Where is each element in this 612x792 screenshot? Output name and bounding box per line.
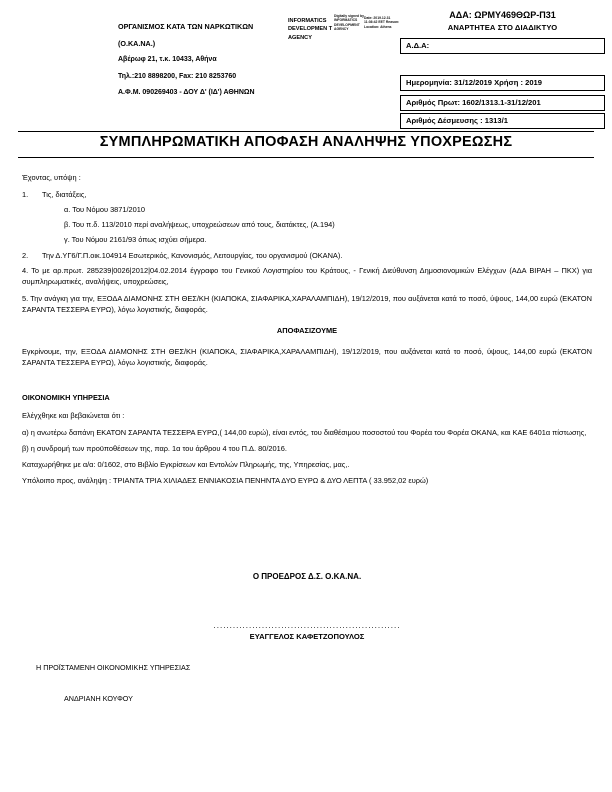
- clause-5: 5. Την ανάγκη για την, ΕΞΟΔΑ ΔΙΑΜΟΝΗΣ ΣΤΗ ΘΕΣ/ΚΗ (ΚΙΑΠΟΚΑ, ΣΙΑΦΑΡΙΚΑ,ΧΑΡΑΛΑΜΠΙΔΗ), 19/12/2019, που αυξάνεται κατά το ποσό, ύψους, 144,00 ευρώ (ΕΚΑΤΟΝ ΣΑΡΑΝΤΑ ΤΕΣΣΕΡΑ ΕΥΡΩ), λόγω λογιστικής, διαφοράς.: [22, 293, 592, 314]
- org-line-2: (Ο.ΚΑ.ΝΑ.): [118, 38, 156, 48]
- financial-clause-b: β) η συνδρομή των προϋποθέσεων της, παρ. 1α του άρθρου 4 του Π.Δ. 80/2016.: [22, 443, 287, 453]
- title-rule-bottom: [18, 157, 594, 158]
- financial-clause-a: α) η ανωτέρω δαπάνη ΕΚΑΤΟΝ ΣΑΡΑΝΤΑ ΤΕΣΣΕΡΑ ΕΥΡΩ,( 144,00 ευρώ), είναι εντός, του διαθέσιμου ποσοστού του Φορέα του Φορέα ΟΚΑΝΑ, και ΚΑΕ 6401α πίστωσης,: [22, 427, 587, 437]
- clause-2-text: Την Δ.ΥΓ6/Γ.Π.οικ.104914 Εσωτερικός, Κανονισμός, Λειτουργίας, του οργανισμού (ΟΚΑΝΑ).: [42, 250, 343, 260]
- clause-2: [22, 250, 592, 261]
- financial-officer-name: ΑΝΔΡΙΑΝΗ ΚΟΥΦΟΥ: [64, 694, 133, 703]
- clause-1-text: Τις, διατάξεις,: [42, 190, 87, 200]
- financial-remaining-balance: Υπόλοιπο προς, ανάληψη : ΤΡΙΑΝΤΑ ΤΡΙΑ ΧΙΛΙΑΔΕΣ ΕΝΝΙΑΚΟΣΙΑ ΠΕΝΗΝΤΑ ΔΥΟ ΕΥΡΩ & ΔΥΟ ΛΕΠΤΑ ( 33.952,02 ευρώ): [22, 475, 429, 485]
- signature-area: [22, 572, 592, 703]
- org-line-1: ΟΡΓΑΝΙΣΜΟΣ ΚΑΤΑ ΤΩΝ ΝΑΡΚΩΤΙΚΩΝ: [118, 22, 254, 31]
- clause-4: 4. Το με αρ.πρωτ. 285239|0026|2012|04.02.2014 έγγραφο του Γενικού Λογιστηρίου του Κράτους, - Γενική Διεύθυνση Δημοσιονομικών Ελέγχων (ΑΔΑ ΒΙΡΑΗ – ΠΚΧ) για συμπληρωματικές, αναλήψεις, υποχρεώσεις,: [22, 265, 592, 286]
- ada-publication-notice: ΑΝΑΡΤΗΤΕΑ ΣΤΟ ΔΙΑΔΙΚΤΥΟ: [447, 23, 558, 32]
- financial-intro: Ελέγχθηκε και βεβαιώνεται ότι :: [22, 410, 125, 420]
- org-phone: Τηλ.:210 8898200, Fax: 210 8253760: [118, 72, 237, 80]
- president-name: ΕΥΑΓΓΕΛΟΣ ΚΑΦΕΤΖΟΠΟΥΛΟΣ: [249, 632, 365, 641]
- page-title: ΣΥΜΠΛΗΡΩΜΑΤΙΚΗ ΑΠΟΦΑΣΗ ΑΝΑΛΗΨΗΣ ΥΠΟΧΡΕΩΣΗΣ: [99, 134, 513, 150]
- commitment-number-box: Αριθμός Δέσμευσης : 1313/1: [400, 113, 605, 129]
- clause-1: [22, 189, 592, 200]
- ada-field-box: Α.Δ.Α:: [400, 38, 605, 54]
- stamp-authority-name: INFORMATICS DEVELOPMEN T AGENCY: [288, 18, 333, 41]
- preamble-having-seen: Έχοντας, υπόψη :: [22, 173, 81, 182]
- president-title: Ο ΠΡΟΕΔΡΟΣ Δ.Σ. Ο.ΚΑ.ΝΑ.: [252, 572, 362, 581]
- clause-1b: β. Του π.δ. 113/2010 περί αναλήψεως, υποχρεώσεων από τους, διατάκτες, (Α.194): [64, 220, 335, 230]
- ada-code: ΑΔΑ: ΩΡΜΥ469ΘΩΡ-Π31: [449, 10, 556, 20]
- financial-clause-c: Καταχωρήθηκε με α/α: 0/1602, στο Βιβλίο Εγκρίσεων και Εντολών Πληρωμής, της, Υπηρεσίας, μας,.: [22, 459, 350, 469]
- stamp-signed-by: Digitally signed by INFORMATICS DEVELOPMENT AGENCY: [334, 14, 364, 31]
- clause-1-number: 1.: [22, 190, 29, 200]
- org-address: Αβέρωφ 21, τ.κ. 10433, Αθήνα: [118, 56, 217, 64]
- title-rule-top: [18, 131, 594, 132]
- ada-header-block: [400, 10, 605, 32]
- financial-service-heading: ΟΙΚΟΝΟΜΙΚΗ ΥΠΗΡΕΣΙΑ: [22, 393, 110, 403]
- document-body: [22, 172, 592, 491]
- organization-block: [118, 22, 293, 105]
- digital-signature-stamp: [288, 14, 400, 54]
- clause-1a: α. Του Νόμου 3871/2010: [64, 205, 145, 215]
- financial-officer-role: Η ΠΡΟΪΣΤΑΜΕΝΗ ΟΙΚΟΝΟΜΙΚΗΣ ΥΠΗΡΕΣΙΑΣ: [36, 663, 191, 672]
- protocol-number-box: Αριθμός Πρωτ: 1602/1313.1-31/12/201: [400, 95, 605, 111]
- decision-heading: ΑΠΟΦΑΣΙΖΟΥΜΕ: [276, 326, 338, 336]
- signature-line: ..........................................................: [213, 621, 401, 630]
- stamp-date-reason: Date: 2019.12.31 11:36:42 EET Reason: Location: Athens: [364, 16, 400, 29]
- clause-2-number: 2.: [22, 250, 29, 260]
- decision-text: Εγκρίνουμε, την, ΕΞΟΔΑ ΔΙΑΜΟΝΗΣ ΣΤΗ ΘΕΣ/ΚΗ (ΚΙΑΠΟΚΑ, ΣΙΑΦΑΡΙΚΑ,ΧΑΡΑΛΑΜΠΙΔΗ), 19/12/2019, που αυξάνεται κατά το ποσό, ύψους, 144,00 ευρώ (ΕΚΑΤΟΝ ΣΑΡΑΝΤΑ ΤΕΣΣΕΡΑ ΕΥΡΩ), λόγω λογιστικής, διαφοράς.: [22, 347, 592, 368]
- spacer: [22, 374, 592, 382]
- date-field-box: Ημερομηνία: 31/12/2019 Χρήση : 2019: [400, 75, 605, 91]
- clause-1c: γ. Του Νόμου 2161/93 όπως ισχύει σήμερα.: [64, 235, 207, 245]
- org-tax-id: Α.Φ.Μ. 090269403 - ΔΟΥ Δ' (ΙΔ') ΑΘΗΝΩΝ: [118, 89, 255, 97]
- document-header: [0, 0, 612, 125]
